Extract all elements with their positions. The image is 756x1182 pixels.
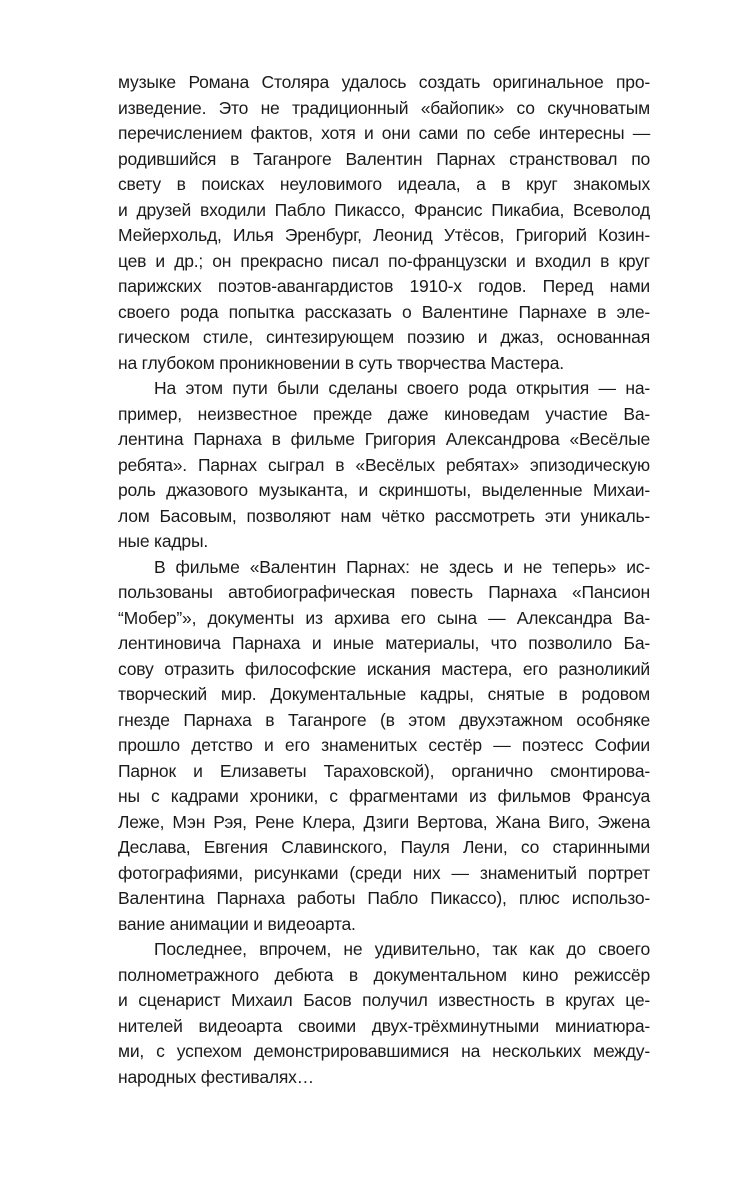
text-line: лентина Парнаха в фильме Григория Александрова «Весёлые (118, 429, 650, 449)
text-line: “Мобер”», документы из архива его сына — Александра Ва- (118, 607, 650, 628)
paragraph-2 (118, 376, 650, 555)
text-line: вание анимации и видеоарта. (118, 913, 356, 934)
page-body-text (118, 70, 650, 1090)
text-line: Валентина Парнаха работы Пабло Пикассо), плюс использо- (118, 888, 650, 908)
text-line: ны с кадрами хроники, с фрагментами из фильмов Франсуа (118, 786, 650, 806)
text-line: Деслава, Евгения Славинского, Пауля Лени, со старинными (118, 837, 650, 857)
text-line: лом Басовым, позволяют нам чётко рассмотреть эти уникаль- (118, 505, 650, 526)
text-line: роль джазового музыканта, и скриншоты, выделенные Михаи- (118, 480, 650, 500)
text-line: цев и др.; он прекрасно писал по-французски и входил в круг (118, 250, 650, 271)
text-line: В фильме «Валентин Парнах: не здесь и не теперь» ис- (154, 556, 650, 577)
text-line: своего рода попытка рассказать о Валентине Парнахе в эле- (118, 301, 650, 322)
text-line: творческий мир. Документальные кадры, снятые в родовом (118, 684, 650, 704)
text-line: Леже, Мэн Рэя, Рене Клера, Дзиги Вертова, Жана Виго, Эжена (118, 811, 650, 832)
text-line: лентиновича Парнаха и иные материалы, что позволило Ба- (118, 633, 650, 653)
text-line: ные кадры. (118, 531, 208, 551)
text-line: народных фестивалях… (118, 1066, 314, 1087)
text-line: ми, с успехом демонстрировавшимися на нескольких между- (118, 1041, 650, 1061)
text-line: полнометражного дебюта в документальном кино режиссёр (118, 964, 650, 985)
text-line: пример, неизвестное прежде даже киноведам участие Ва- (118, 403, 650, 424)
text-line: Мейерхольд, Илья Эренбург, Леонид Утёсов, Григорий Козин- (118, 225, 650, 245)
text-line: прошло детство и его знаменитых сестёр — поэтесс Софии (118, 735, 650, 755)
text-line: пользованы автобиографическая повесть Парнаха «Пансион (118, 582, 650, 602)
paragraph-1 (118, 70, 650, 376)
text-line: свету в поисках неуловимого идеала, а в круг знакомых (118, 174, 650, 194)
text-line: парижских поэтов-авангардистов 1910-х годов. Перед нами (118, 276, 650, 296)
text-line: на глубоком проникновении в суть творчества Мастера. (118, 352, 564, 373)
text-line: На этом пути были сделаны своего рода открытия — на- (154, 378, 650, 398)
text-line: Последнее, впрочем, не удивительно, так как до своего (154, 939, 650, 959)
paragraph-4 (118, 937, 650, 1090)
text-line: и друзей входили Пабло Пикассо, Франсис Пикабиа, Всеволод (118, 199, 650, 220)
text-line: музыке Романа Столяра удалось создать оригинальное про- (118, 72, 650, 92)
text-line: ребята». Парнах сыграл в «Весёлых ребятах» эпизодическую (118, 454, 650, 475)
text-line: Парнок и Елизаветы Тараховской), органично смонтирова- (118, 760, 650, 781)
text-line: фотографиями, рисунками (среди них — знаменитый портрет (118, 862, 650, 883)
text-line: родившийся в Таганроге Валентин Парнах странствовал по (118, 148, 650, 169)
text-line: перечислением фактов, хотя и они сами по себе интересны — (118, 123, 650, 143)
text-line: гнезде Парнаха в Таганроге (в этом двухэтажном особняке (118, 709, 650, 730)
text-line: изведение. Это не традиционный «байопик» со скучноватым (118, 97, 650, 118)
paragraph-3 (118, 555, 650, 938)
text-line: нителей видеоарта своими двух-трёхминутными миниатюра- (118, 1015, 650, 1036)
text-line: гическом стиле, синтезирующем поэзию и джаз, основанная (118, 327, 650, 347)
text-line: и сценарист Михаил Басов получил известность в кругах це- (118, 990, 650, 1010)
text-line: сову отразить философские искания мастера, его разноликий (118, 658, 650, 679)
